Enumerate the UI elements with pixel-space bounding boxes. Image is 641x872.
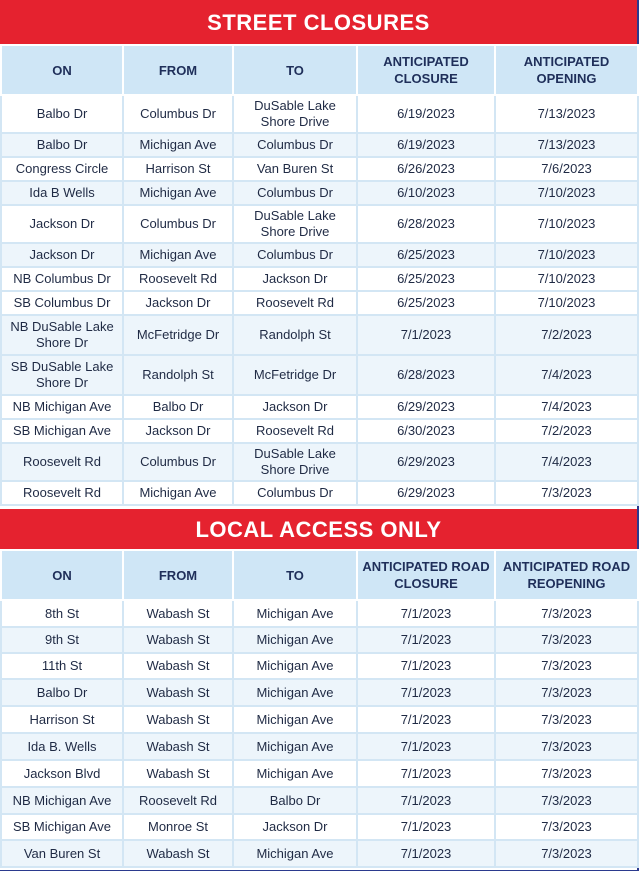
cell-opening: 7/3/2023 — [495, 653, 638, 679]
cell-on: Balbo Dr — [1, 133, 123, 157]
cell-opening: 7/3/2023 — [495, 787, 638, 814]
cell-opening: 7/3/2023 — [495, 627, 638, 653]
cell-opening: 7/3/2023 — [495, 706, 638, 733]
cell-on: Balbo Dr — [1, 679, 123, 706]
cell-from: Wabash St — [123, 840, 233, 867]
street-closures-body — [1, 95, 638, 505]
cell-from: Columbus Dr — [123, 95, 233, 133]
cell-to: Michigan Ave — [233, 760, 357, 787]
cell-on: Congress Circle — [1, 157, 123, 181]
cell-from: Michigan Ave — [123, 181, 233, 205]
column-header-from: FROM — [123, 550, 233, 600]
cell-from: Roosevelt Rd — [123, 267, 233, 291]
cell-to: Van Buren St — [233, 157, 357, 181]
cell-opening: 7/3/2023 — [495, 600, 638, 627]
cell-from: Balbo Dr — [123, 395, 233, 419]
cell-from: Wabash St — [123, 600, 233, 627]
table-row — [1, 419, 638, 443]
cell-from: McFetridge Dr — [123, 315, 233, 355]
cell-opening: 7/3/2023 — [495, 840, 638, 867]
cell-closure: 7/1/2023 — [357, 627, 495, 653]
table-row — [1, 787, 638, 814]
cell-closure: 6/10/2023 — [357, 181, 495, 205]
cell-to: DuSable Lake Shore Drive — [233, 95, 357, 133]
cell-opening: 7/4/2023 — [495, 355, 638, 395]
cell-on: NB DuSable Lake Shore Dr — [1, 315, 123, 355]
table-row — [1, 814, 638, 840]
table-row — [1, 355, 638, 395]
table-row — [1, 760, 638, 787]
column-header-to: TO — [233, 550, 357, 600]
cell-to: Jackson Dr — [233, 814, 357, 840]
cell-closure: 7/1/2023 — [357, 787, 495, 814]
cell-opening: 7/13/2023 — [495, 133, 638, 157]
cell-on: 8th St — [1, 600, 123, 627]
cell-opening: 7/10/2023 — [495, 243, 638, 267]
cell-to: Michigan Ave — [233, 706, 357, 733]
cell-from: Michigan Ave — [123, 133, 233, 157]
cell-on: 11th St — [1, 653, 123, 679]
cell-opening: 7/3/2023 — [495, 814, 638, 840]
cell-on: SB Columbus Dr — [1, 291, 123, 315]
cell-to: Roosevelt Rd — [233, 419, 357, 443]
cell-from: Roosevelt Rd — [123, 787, 233, 814]
cell-closure: 6/25/2023 — [357, 267, 495, 291]
cell-closure: 6/28/2023 — [357, 355, 495, 395]
cell-to: Michigan Ave — [233, 679, 357, 706]
table-row — [1, 600, 638, 627]
cell-on: Jackson Dr — [1, 205, 123, 243]
cell-opening: 7/3/2023 — [495, 679, 638, 706]
table-row — [1, 706, 638, 733]
column-header-from: FROM — [123, 45, 233, 95]
cell-on: NB Michigan Ave — [1, 395, 123, 419]
cell-to: Roosevelt Rd — [233, 291, 357, 315]
cell-from: Randolph St — [123, 355, 233, 395]
cell-closure: 7/1/2023 — [357, 679, 495, 706]
cell-opening: 7/3/2023 — [495, 760, 638, 787]
cell-closure: 7/1/2023 — [357, 760, 495, 787]
table-row — [1, 679, 638, 706]
cell-to: Jackson Dr — [233, 267, 357, 291]
cell-opening: 7/2/2023 — [495, 419, 638, 443]
cell-to: DuSable Lake Shore Drive — [233, 205, 357, 243]
cell-on: Harrison St — [1, 706, 123, 733]
cell-from: Wabash St — [123, 760, 233, 787]
cell-to: Columbus Dr — [233, 133, 357, 157]
cell-opening: 7/10/2023 — [495, 291, 638, 315]
cell-closure: 7/1/2023 — [357, 653, 495, 679]
table-row — [1, 315, 638, 355]
cell-to: Michigan Ave — [233, 600, 357, 627]
cell-opening: 7/3/2023 — [495, 481, 638, 505]
cell-closure: 7/1/2023 — [357, 814, 495, 840]
cell-opening: 7/2/2023 — [495, 315, 638, 355]
table-row — [1, 205, 638, 243]
cell-closure: 6/19/2023 — [357, 95, 495, 133]
cell-on: SB Michigan Ave — [1, 814, 123, 840]
column-header-to: TO — [233, 45, 357, 95]
cell-to: Columbus Dr — [233, 243, 357, 267]
cell-on: SB Michigan Ave — [1, 419, 123, 443]
table-row — [1, 840, 638, 867]
cell-closure: 7/1/2023 — [357, 733, 495, 760]
cell-from: Wabash St — [123, 733, 233, 760]
cell-to: McFetridge Dr — [233, 355, 357, 395]
cell-to: Balbo Dr — [233, 787, 357, 814]
cell-from: Columbus Dr — [123, 443, 233, 481]
cell-on: Jackson Blvd — [1, 760, 123, 787]
table-row — [1, 627, 638, 653]
cell-to: Jackson Dr — [233, 395, 357, 419]
street-closures-table — [0, 44, 639, 506]
cell-on: Ida B. Wells — [1, 733, 123, 760]
cell-opening: 7/6/2023 — [495, 157, 638, 181]
cell-opening: 7/4/2023 — [495, 395, 638, 419]
column-header-on: ON — [1, 45, 123, 95]
local-access-body — [1, 600, 638, 867]
cell-closure: 7/1/2023 — [357, 706, 495, 733]
local-access-table — [0, 549, 639, 868]
cell-from: Wabash St — [123, 627, 233, 653]
table-row — [1, 481, 638, 505]
cell-from: Jackson Dr — [123, 419, 233, 443]
cell-closure: 6/29/2023 — [357, 481, 495, 505]
cell-closure: 6/25/2023 — [357, 243, 495, 267]
cell-opening: 7/10/2023 — [495, 205, 638, 243]
cell-to: Michigan Ave — [233, 733, 357, 760]
cell-to: DuSable Lake Shore Drive — [233, 443, 357, 481]
column-header-road-reopening: ANTICIPATED ROAD REOPENING — [495, 550, 638, 600]
cell-from: Columbus Dr — [123, 205, 233, 243]
cell-on: SB DuSable Lake Shore Dr — [1, 355, 123, 395]
cell-opening: 7/13/2023 — [495, 95, 638, 133]
cell-to: Randolph St — [233, 315, 357, 355]
cell-from: Michigan Ave — [123, 481, 233, 505]
cell-closure: 6/25/2023 — [357, 291, 495, 315]
cell-on: Roosevelt Rd — [1, 481, 123, 505]
table-row — [1, 243, 638, 267]
cell-closure: 6/29/2023 — [357, 395, 495, 419]
cell-from: Jackson Dr — [123, 291, 233, 315]
cell-from: Wabash St — [123, 653, 233, 679]
table-row — [1, 95, 638, 133]
column-header-opening: ANTICIPATED OPENING — [495, 45, 638, 95]
table-row — [1, 291, 638, 315]
cell-closure: 6/30/2023 — [357, 419, 495, 443]
cell-on: 9th St — [1, 627, 123, 653]
cell-from: Wabash St — [123, 706, 233, 733]
cell-on: NB Michigan Ave — [1, 787, 123, 814]
cell-on: Van Buren St — [1, 840, 123, 867]
table-row — [1, 733, 638, 760]
cell-to: Columbus Dr — [233, 481, 357, 505]
cell-on: Roosevelt Rd — [1, 443, 123, 481]
cell-closure: 7/1/2023 — [357, 315, 495, 355]
table-row — [1, 181, 638, 205]
cell-to: Michigan Ave — [233, 627, 357, 653]
cell-from: Monroe St — [123, 814, 233, 840]
table-header-row — [1, 45, 638, 95]
column-header-on: ON — [1, 550, 123, 600]
table-row — [1, 157, 638, 181]
cell-opening: 7/10/2023 — [495, 267, 638, 291]
table-row — [1, 133, 638, 157]
column-header-closure: ANTICIPATED CLOSURE — [357, 45, 495, 95]
cell-from: Harrison St — [123, 157, 233, 181]
cell-from: Wabash St — [123, 679, 233, 706]
cell-closure: 6/19/2023 — [357, 133, 495, 157]
cell-opening: 7/4/2023 — [495, 443, 638, 481]
street-closures-banner: STREET CLOSURES — [0, 0, 637, 44]
cell-to: Columbus Dr — [233, 181, 357, 205]
table-header-row — [1, 550, 638, 600]
cell-to: Michigan Ave — [233, 840, 357, 867]
cell-opening: 7/10/2023 — [495, 181, 638, 205]
cell-opening: 7/3/2023 — [495, 733, 638, 760]
cell-on: Balbo Dr — [1, 95, 123, 133]
cell-on: Ida B Wells — [1, 181, 123, 205]
cell-closure: 7/1/2023 — [357, 840, 495, 867]
table-row — [1, 267, 638, 291]
table-row — [1, 653, 638, 679]
table-row — [1, 395, 638, 419]
column-header-road-closure: ANTICIPATED ROAD CLOSURE — [357, 550, 495, 600]
cell-closure: 6/26/2023 — [357, 157, 495, 181]
cell-closure: 7/1/2023 — [357, 600, 495, 627]
cell-on: NB Columbus Dr — [1, 267, 123, 291]
cell-closure: 6/28/2023 — [357, 205, 495, 243]
cell-on: Jackson Dr — [1, 243, 123, 267]
cell-to: Michigan Ave — [233, 653, 357, 679]
cell-closure: 6/29/2023 — [357, 443, 495, 481]
table-row — [1, 443, 638, 481]
local-access-banner: LOCAL ACCESS ONLY — [0, 509, 637, 549]
cell-from: Michigan Ave — [123, 243, 233, 267]
